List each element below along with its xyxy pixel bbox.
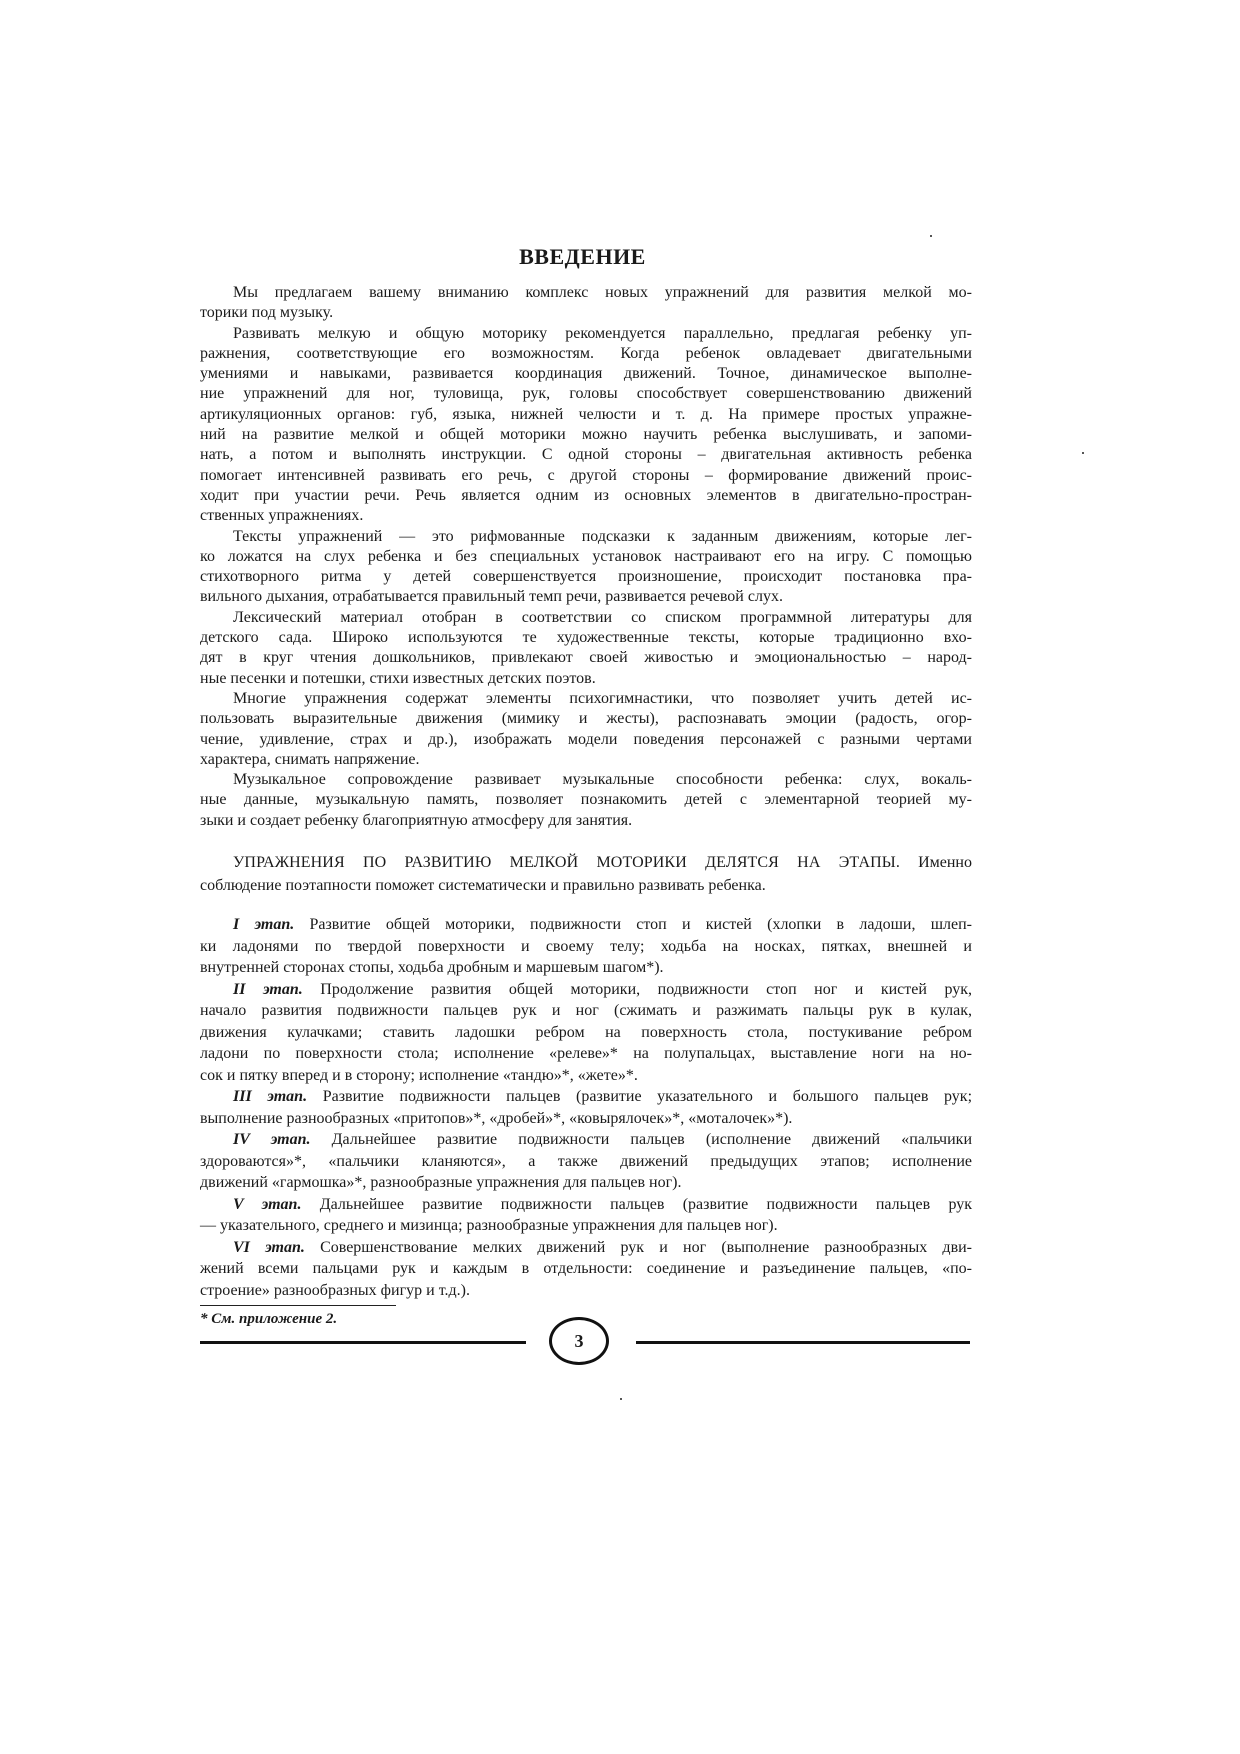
stage-line: начало развития подвижности пальцев рук и ног (сжимать и разжимать пальцы рук в кулак, (200, 1002, 972, 1019)
stage-text: Дальнейшее развитие подвижности пальцев (исполнение движений «пальчики (310, 1131, 973, 1148)
paragraph-line: зыки и создает ребенку благоприятную атмосферу для занятия. (200, 811, 633, 829)
section-heading-rest: Именно (899, 854, 972, 871)
stage-label: II этап. (233, 980, 303, 998)
paragraph-line: артикуляционных органов: губ, языка, нижней челюсти и т. д. На примере простых упражне- (200, 405, 972, 423)
stage-line (200, 1129, 972, 1151)
section-heading-line (200, 851, 972, 874)
paragraph-line: ко ложатся на слух ребенка и без специальных установок настраивают его на игру. С помощью (200, 547, 972, 565)
stage-label: I этап. (233, 916, 295, 933)
paragraph-line: ные песенки и потешки, стихи известных детских поэтов. (200, 669, 596, 687)
paragraph-line: детского сада. Широко используются те художественные тексты, которые традиционно вхо- (200, 629, 972, 647)
stage-line: строение» разнообразных фигур и т.д.). (200, 1281, 470, 1299)
stage-line: здороваются»*, «пальчики кланяются», а также движений предыдущих этапов; исполнение (200, 1152, 972, 1170)
footnote: * См. приложение 2. (200, 1311, 338, 1327)
paragraph-line: ражнения, соответствующие его возможностям. Когда ребенок овладевает двигательными (200, 344, 972, 362)
stage-line (200, 1086, 972, 1108)
scan-speck (620, 1398, 622, 1400)
stage-label: VI этап. (233, 1238, 305, 1256)
footer-rule-right (636, 1341, 970, 1344)
footer-rule-left (200, 1341, 526, 1344)
paragraph-line: ние упражнений для ног, туловища, рук, головы способствует совершенствованию движений (200, 385, 972, 403)
stage-line (200, 914, 972, 936)
stage-line: движения кулачками; ставить ладошки ребром на поверхность стола, постукивание ребром (200, 1023, 972, 1041)
paragraph-line: ственных упражнениях. (200, 507, 364, 525)
paragraph-line: дят в круг чтения дошкольников, привлекают своей живостью и эмоциональностью – народ- (200, 649, 972, 667)
stage-line: внутренней сторонах стопы, ходьба дробным и маршевым шагом*). (200, 959, 664, 976)
intro-text (200, 283, 972, 831)
paragraph-line: помогает интенсивней развивать его речь, с другой стороны – формирование движений проис- (200, 466, 972, 484)
paragraph-line: чение, удивление, страх и др.), изображать модели поведения персонажей с разными чертами (200, 730, 972, 748)
scan-speck (1082, 452, 1084, 454)
stage-line: — указательного, среднего и мизинца; разнообразные упражнения для пальцев ног). (200, 1217, 778, 1234)
paragraph-line: Лексический материал отобран в соответствии со списком программной литературы для (233, 608, 972, 626)
stage-line: движений «гармошка»*, разнообразные упражнения для пальцев ног). (200, 1174, 682, 1191)
paragraph-line: умениями и навыками, развивается координация движений. Точное, динамическое выполне- (200, 365, 972, 383)
paragraph-line: пользовать выразительные движения (мимику и жесты), распознавать эмоции (радость, огор- (200, 710, 972, 728)
paragraph-line: вильного дыхания, отрабатывается правильный темп речи, развивается речевой слух. (200, 588, 783, 606)
stage-line: ки ладонями по твердой поверхности и своему телу; ходьба на носках, пятках, внешней и (200, 937, 972, 955)
section-heading-caps: УПРАЖНЕНИЯ ПО РАЗВИТИЮ МЕЛКОЙ МОТОРИКИ ДЕЛЯТСЯ НА ЭТАПЫ. (233, 854, 900, 871)
stages-list (200, 914, 972, 1301)
stage-line (200, 1237, 972, 1259)
stage-text: Совершенствование мелких движений рук и ног (выполнение разнообразных дви- (304, 1238, 973, 1256)
section-heading (200, 851, 972, 897)
paragraph-line: стихотворного ритма у детей совершенствуется произношение, происходит постановка пра- (200, 568, 972, 586)
paragraph-line: Многие упражнения содержат элементы психогимнастики, что позволяет учить детей ис- (233, 689, 972, 707)
stage-text: Дальнейшее развитие подвижности пальцев (развитие подвижности пальцев рук (301, 1195, 973, 1213)
stage-line: выполнение разнообразных «притопов»*, «дробей»*, «ковырялочек»*, «моталочек»*). (200, 1109, 793, 1127)
paragraph-line: Тексты упражнений — это рифмованные подсказки к заданным движениям, которые лег- (233, 527, 972, 545)
paragraph-line: характера, снимать напряжение. (200, 750, 420, 768)
stage-label: III этап. (233, 1088, 308, 1105)
stage-line: ладони по поверхности стола; исполнение «релеве»* на полупальцах, выставление ноги на но- (200, 1045, 972, 1062)
paragraph-line: Мы предлагаем вашему вниманию комплекс новых упражнений для развития мелкой мо- (233, 284, 972, 301)
stage-text: Развитие общей моторики, подвижности стоп и кистей (хлопки в ладоши, шлеп- (294, 916, 973, 933)
paragraph-line: нать, а потом и выполнять инструкции. С одной стороны – двигательная активность ребенка (200, 446, 972, 464)
paragraph-line: торики под музыку. (200, 304, 334, 322)
section-heading-line-2: соблюдение поэтапности поможет систематически и правильно развивать ребенка. (200, 877, 766, 894)
paragraph-line: ний на развитие мелкой и общей моторики можно научить ребенка выслушивать, и запоми- (200, 426, 972, 444)
paragraph-line: Развивать мелкую и общую моторику рекомендуется параллельно, предлагая ребенку уп- (233, 324, 972, 342)
paragraph-line: ные данные, музыкальную память, позволяет познакомить детей с элементарной теорией му- (200, 791, 972, 809)
stage-line: жений всеми пальцами рук и каждым в отдельности: соединение и разъединение пальцев, «по- (200, 1260, 972, 1277)
footnote-divider (200, 1305, 396, 1306)
stage-line (200, 1194, 972, 1216)
paragraph-line: ходит при участии речи. Речь является одним из основных элементов в двигательно-простран- (200, 486, 972, 504)
page-title: ВВЕДЕНИЕ (519, 244, 646, 269)
stage-line (200, 979, 972, 1001)
stage-label: V этап. (233, 1195, 302, 1213)
paragraph-line: Музыкальное сопровождение развивает музыкальные способности ребенка: слух, вокаль- (233, 771, 972, 789)
stage-text: Развитие подвижности пальцев (развитие указательного и большого пальцев рук; (307, 1088, 973, 1105)
stage-label: IV этап. (233, 1131, 311, 1148)
page-number: 3 (549, 1317, 609, 1365)
scan-speck (930, 235, 932, 237)
stage-line: сок и пятку вперед и в сторону; исполнение «тандю»*, «жете»*. (200, 1066, 638, 1084)
stage-text: Продолжение развития общей моторики, подвижности стоп ног и кистей рук, (302, 980, 973, 998)
